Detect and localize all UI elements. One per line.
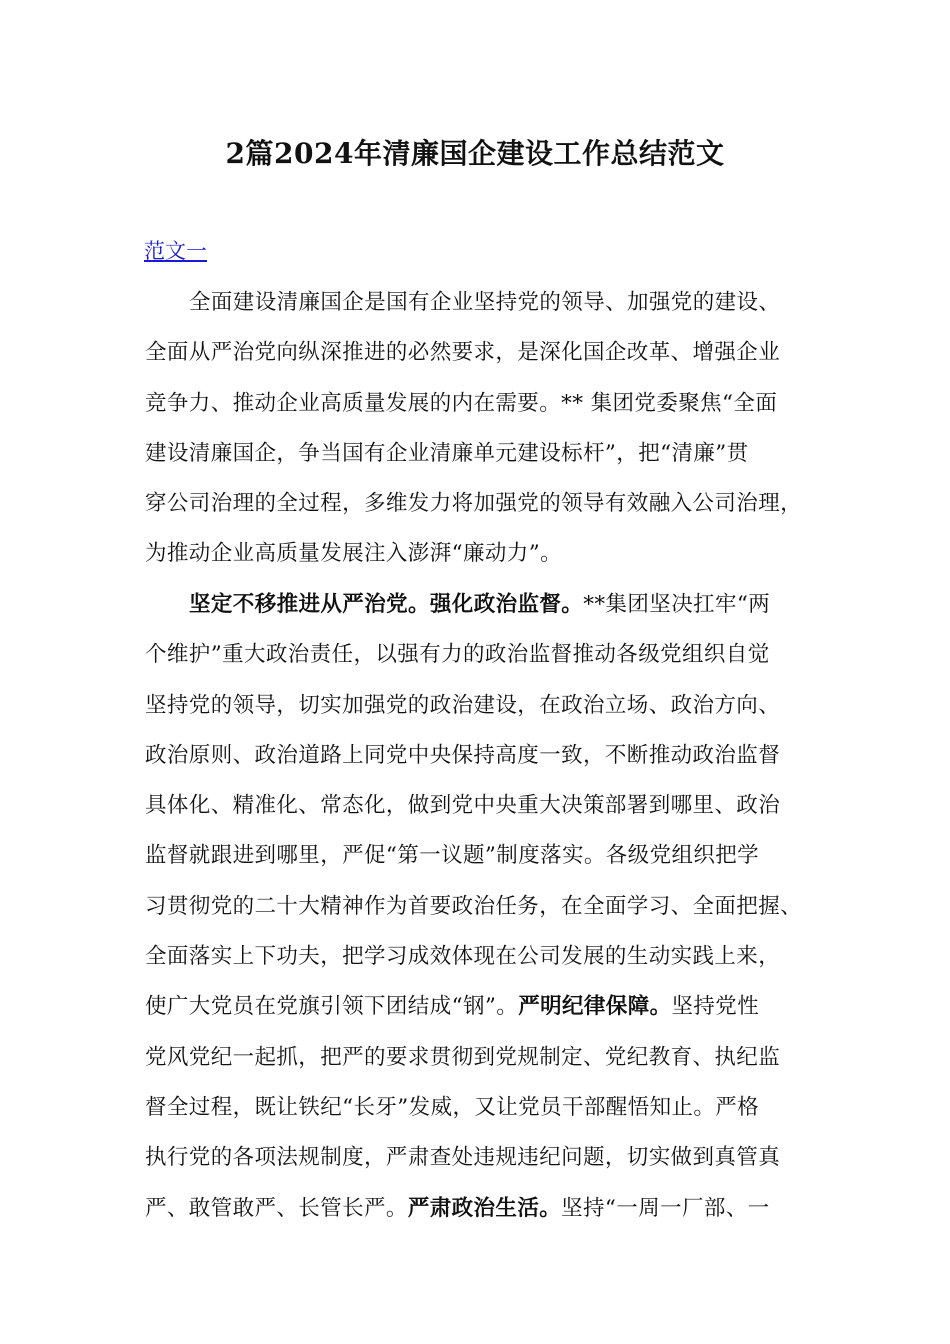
paragraph-text: 坚持党性 [671, 994, 760, 1020]
paragraph-line: 监督就跟进到哪里，严促“第一议题”制度落实。各级党组织把学 [145, 843, 760, 869]
bold-heading: 严肃政治生活。 [407, 1195, 562, 1221]
paragraph-line: 坚持党的领导，切实加强党的政治建设，在政治立场、政治方向、 [145, 692, 781, 718]
paragraph-line: 全面从严治党向纵深推进的必然要求，是深化国企改革、增强企业 [145, 340, 781, 366]
paragraph-line [145, 982, 835, 1032]
paragraph-text: 坚持“一周一厂部、一 [561, 1195, 770, 1221]
paragraph-text: 使广大党员在党旗引领下团结成“钢”。 [145, 994, 519, 1020]
paragraph-line [145, 580, 835, 630]
paragraph-line: 个维护”重大政治责任，以强有力的政治监督推动各级党组织自觉 [145, 642, 770, 668]
paragraph-line: 政治原则、政治道路上同党中央保持高度一致，不断推动政治监督 [145, 742, 781, 768]
paragraph-line: 全面落实上下功夫，把学习成效体现在公司发展的生动实践上来， [145, 944, 781, 970]
section-link-fanwen-1[interactable]: 范文一 [144, 239, 207, 263]
paragraph-line: 习贯彻党的二十大精神作为首要政治任务，在全面学习、全面把握、 [145, 893, 803, 919]
paragraph-text: **集团坚决扛牢“两 [583, 592, 771, 617]
bold-heading: 坚定不移推进从严治党。强化政治监督。 [189, 592, 584, 617]
paragraph-line: 督全过程，既让铁纪“长牙”发威，又让党员干部醒悟知止。严格 [145, 1094, 760, 1120]
paragraph-line: 建设清廉国企，争当国有企业清廉单元建设标杆”，把“清廉”贯 [145, 440, 749, 466]
paragraph-line: 为推动企业高质量发展注入澎湃“廉动力”。 [145, 541, 562, 567]
paragraph-line: 执行党的各项法规制度，严肃查处违规违纪问题，切实做到真管真 [145, 1145, 781, 1171]
paragraph-line: 穿公司治理的全过程，多维发力将加强党的领导有效融入公司治理， [145, 491, 803, 517]
paragraph-line: 竞争力、推动企业高质量发展的内在需要。** 集团党委聚焦“全面 [145, 390, 778, 416]
paragraph-line [145, 1184, 835, 1234]
paragraph-intro [145, 278, 835, 580]
paragraph-text: 严、敢管敢严、长管长严。 [145, 1195, 408, 1221]
paragraph-line: 具体化、精准化、常态化，做到党中央重大决策部署到哪里、政治 [145, 793, 781, 819]
paragraph-discipline [145, 580, 835, 1234]
document-title: 2篇2024年清廉国企建设工作总结范文 [225, 137, 725, 170]
paragraph-line: 党风党纪一起抓，把严的要求贯彻到党规制定、党纪教育、执纪监 [145, 1044, 781, 1070]
bold-heading: 严明纪律保障。 [518, 994, 672, 1020]
paragraph-line: 全面建设清廉国企是国有企业坚持党的领导、加强党的建设、 [189, 290, 781, 315]
